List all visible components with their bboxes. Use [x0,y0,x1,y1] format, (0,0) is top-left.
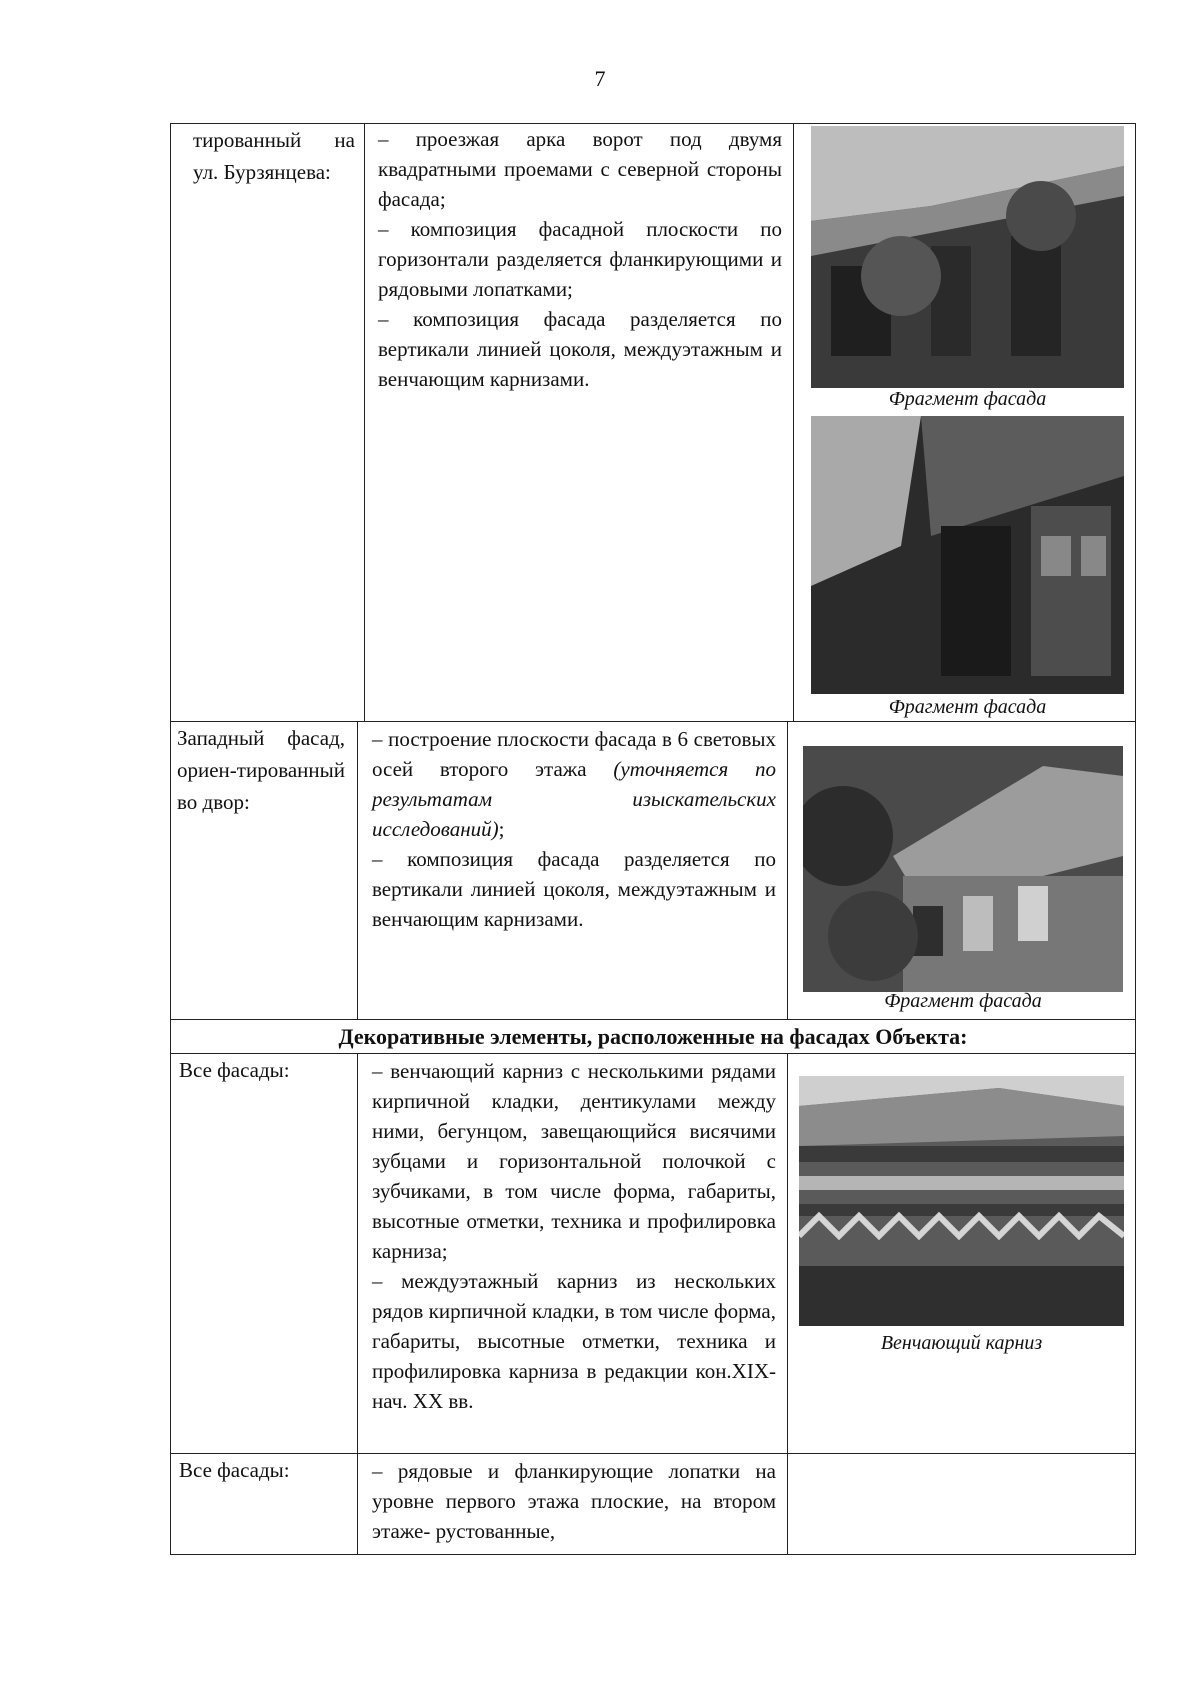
row-label: Все фасады: [179,1058,290,1082]
row-label: Западный фасад, ориен-тированный во двор: [177,726,345,814]
description-text: – построение плоскости фасада в 6 световых осей второго этажа [372,727,776,781]
table-row [171,1454,1135,1554]
row-label: тированный на ул. Бурзянцева: [193,128,355,184]
facade-photo [811,416,1124,694]
column-divider [357,1454,358,1554]
column-divider [357,1054,358,1453]
description-paragraph: – композиция фасадной плоскости по горизонтали разделяется фланкирующими и рядовыми лопатками; [378,217,782,301]
row-label: Все фасады: [179,1458,290,1482]
description-paragraph: – рядовые и фланкирующие лопатки на уровне первого этажа плоские, на втором этаже- рустованные, [372,1459,776,1543]
photo-caption: Фрагмент фасада [888,696,1047,718]
photo-caption: Фрагмент фасада [884,990,1042,1012]
description-note: (уточняется по результатам изыскательских исследований) [372,757,776,841]
column-divider [787,1454,788,1554]
column-divider [787,722,788,1019]
facade-elements-table [170,123,1136,1555]
table-row [171,722,1135,1020]
table-row [171,124,1135,722]
row-description [372,1456,776,1546]
column-divider [793,124,794,721]
description-paragraph: – проезжая арка ворот под двумя квадратными проемами с северной стороны фасада; [378,127,782,211]
photo-caption: Венчающий карниз [880,1332,1043,1354]
table-row [171,1020,1135,1054]
description-paragraph: – венчающий карниз с несколькими рядами кирпичной кладки, дентикулами между ними, бегунцом, завещающийся висячими зубцами и горизонтальной полочкой с зубчиками, в том числе форма, габариты, высотные отметки, техника и профилировка карниза; [372,1059,776,1263]
cornice-photo [799,1076,1124,1326]
description-paragraph: – композиция фасада разделяется по вертикали линией цоколя, междуэтажным и венчающим карнизами. [378,307,782,391]
row-description [372,1056,776,1416]
column-divider [364,124,365,721]
column-divider [787,1054,788,1453]
section-heading: Декоративные элементы, расположенные на фасадах Объекта: [338,1024,968,1049]
column-divider [357,722,358,1019]
facade-photo [811,126,1124,388]
description-paragraph: – междуэтажный карниз из нескольких рядов кирпичной кладки, в том числе форма, габариты, высотные отметки, техника и профилировка карниза в редакции кон.XIX- нач. XX вв. [372,1269,776,1413]
row-description [378,124,782,394]
description-text: ; [498,817,505,841]
facade-photo [803,746,1123,992]
description-paragraph: – композиция фасада разделяется по вертикали линией цоколя, междуэтажным и венчающим карнизами. [372,847,776,931]
page-number: 7 [594,66,606,91]
row-description [372,724,776,934]
description-paragraph [372,724,776,844]
photo-caption: Фрагмент фасада [888,388,1047,410]
table-row [171,1054,1135,1454]
